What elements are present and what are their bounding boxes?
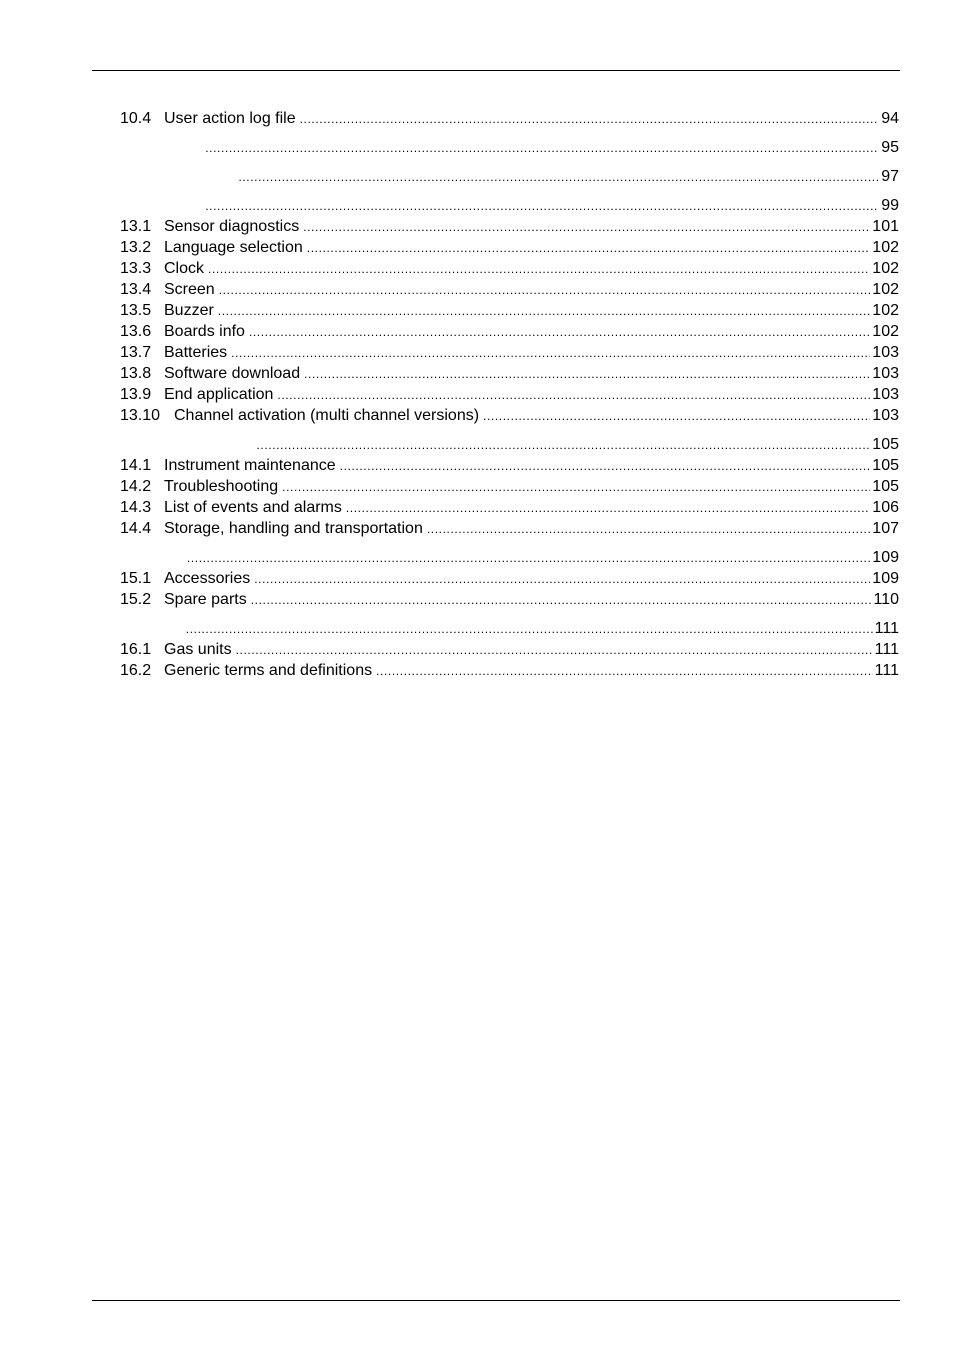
toc-dot-leader	[376, 661, 873, 682]
toc-page-number: 105	[872, 436, 899, 453]
toc-dot-leader	[483, 406, 870, 427]
toc-entry-title: Channel activation (multi channel versions)	[174, 407, 480, 424]
toc-page-number: 110	[873, 591, 899, 608]
toc-entry-number: 13.1	[120, 218, 152, 235]
toc-entry-number: 14.3	[120, 499, 152, 516]
toc-chapter-entry[interactable]	[120, 195, 899, 216]
toc-entry-number: 14.2	[120, 478, 152, 495]
toc-chapter-entry[interactable]	[120, 434, 899, 455]
toc-page-number: 103	[872, 407, 899, 424]
toc-entry[interactable]	[120, 321, 899, 342]
toc-dot-leader	[236, 640, 873, 661]
toc-entry-number: 15.2	[120, 591, 152, 608]
toc-dot-leader	[186, 619, 873, 640]
toc-dot-leader	[303, 217, 870, 238]
toc-page-number: 102	[872, 239, 899, 256]
toc-entry[interactable]	[120, 568, 899, 589]
toc-entry[interactable]	[120, 455, 899, 476]
toc-entry-title: Troubleshooting	[164, 478, 279, 495]
toc-entry-number: 13.3	[120, 260, 152, 277]
toc-entry-number: 14.1	[120, 457, 152, 474]
toc-page-number: 99	[881, 197, 899, 214]
toc-entry-number: 16.2	[120, 662, 152, 679]
toc-dot-leader	[238, 167, 879, 188]
toc-page-number: 102	[872, 281, 899, 298]
toc-entry-number: 13.7	[120, 344, 152, 361]
toc-chapter-entry[interactable]	[120, 547, 899, 568]
toc-page-number: 105	[872, 457, 899, 474]
toc-page-number: 107	[872, 520, 899, 537]
toc-dot-leader	[187, 548, 870, 569]
toc-page-number: 111	[874, 662, 899, 679]
toc-entry-number: 13.2	[120, 239, 152, 256]
toc-dot-leader	[205, 138, 879, 159]
toc-entry[interactable]	[120, 216, 899, 237]
footer-rule	[92, 1300, 900, 1301]
toc-dot-leader	[277, 385, 870, 406]
toc-page-number: 97	[881, 168, 899, 185]
toc-entry-number: 15.1	[120, 570, 152, 587]
toc-dot-leader	[307, 238, 871, 259]
toc-entry-title: Accessories	[164, 570, 251, 587]
toc-page-number: 111	[874, 641, 899, 658]
toc-entry-title: Software download	[164, 365, 301, 382]
toc-page-number: 106	[872, 499, 899, 516]
toc-page-number: 102	[872, 323, 899, 340]
toc-dot-leader	[231, 343, 870, 364]
toc-page-number: 101	[872, 218, 899, 235]
toc-entry-title: Clock	[164, 260, 205, 277]
toc-entry-number: 13.10	[120, 407, 161, 424]
toc-entry[interactable]	[120, 476, 899, 497]
toc-page-number: 102	[872, 302, 899, 319]
toc-dot-leader	[346, 498, 870, 519]
toc-entry-title: Boards info	[164, 323, 245, 340]
toc-entry[interactable]	[120, 497, 899, 518]
toc-entry[interactable]	[120, 405, 899, 426]
toc-entry[interactable]	[120, 300, 899, 321]
toc-entry[interactable]	[120, 258, 899, 279]
toc-entry-number: 13.9	[120, 386, 152, 403]
toc-page-number: 109	[872, 570, 899, 587]
toc-chapter-entry[interactable]	[120, 137, 899, 158]
toc-dot-leader	[208, 259, 870, 280]
toc-entry-title: Language selection	[164, 239, 303, 256]
toc-entry[interactable]	[120, 237, 899, 258]
toc-dot-leader	[282, 477, 870, 498]
toc-entry-title: Gas units	[164, 641, 232, 658]
toc-page-number: 94	[881, 110, 899, 127]
toc-dot-leader	[254, 569, 870, 590]
toc-dot-leader	[218, 301, 871, 322]
toc-entry-number: 13.8	[120, 365, 152, 382]
toc-page-number: 111	[874, 620, 899, 637]
toc-entry-number: 16.1	[120, 641, 152, 658]
toc-entry-title: Screen	[164, 281, 215, 298]
toc-entry-title: End application	[164, 386, 274, 403]
toc-page-number: 103	[872, 365, 899, 382]
toc-dot-leader	[304, 364, 870, 385]
toc-entry-title: Batteries	[164, 344, 228, 361]
toc-page-number: 105	[872, 478, 899, 495]
toc-dot-leader	[427, 519, 870, 540]
toc-dot-leader	[205, 196, 879, 217]
toc-entry-title: Buzzer	[164, 302, 214, 319]
toc-entry-title: Spare parts	[164, 591, 247, 608]
toc-entry-number: 13.5	[120, 302, 152, 319]
toc-entry-number: 10.4	[120, 110, 152, 127]
toc-page-number: 103	[872, 344, 899, 361]
toc-entry[interactable]	[120, 660, 899, 681]
toc-entry[interactable]	[120, 279, 899, 300]
toc-page-number: 109	[872, 549, 899, 566]
toc-entry[interactable]	[120, 639, 899, 660]
toc-entry-title: Sensor diagnostics	[164, 218, 300, 235]
toc-page-number: 103	[872, 386, 899, 403]
toc-entry-title: User action log file	[164, 110, 296, 127]
toc-dot-leader	[251, 590, 872, 611]
toc-dot-leader	[300, 109, 880, 130]
toc-entry-number: 13.6	[120, 323, 152, 340]
toc-entry-title: Instrument maintenance	[164, 457, 336, 474]
toc-entry[interactable]	[120, 518, 899, 539]
header-rule	[92, 70, 900, 71]
toc-dot-leader	[249, 322, 870, 343]
toc-dot-leader	[219, 280, 871, 301]
toc-entry[interactable]	[120, 108, 899, 129]
toc-dot-leader	[256, 435, 870, 456]
toc-page-number: 102	[872, 260, 899, 277]
toc-entry-title: Storage, handling and transportation	[164, 520, 423, 537]
toc-entry[interactable]	[120, 589, 899, 610]
toc-chapter-entry[interactable]	[120, 166, 899, 187]
toc-entry[interactable]	[120, 342, 899, 363]
toc-chapter-entry[interactable]	[120, 618, 899, 639]
toc-entry-number: 14.4	[120, 520, 152, 537]
toc-entry-title: Generic terms and definitions	[164, 662, 373, 679]
toc-page-number: 95	[881, 139, 899, 156]
toc-entry[interactable]	[120, 363, 899, 384]
table-of-contents	[120, 108, 899, 681]
toc-entry-title: List of events and alarms	[164, 499, 342, 516]
toc-dot-leader	[340, 456, 871, 477]
toc-entry[interactable]	[120, 384, 899, 405]
toc-entry-number: 13.4	[120, 281, 152, 298]
